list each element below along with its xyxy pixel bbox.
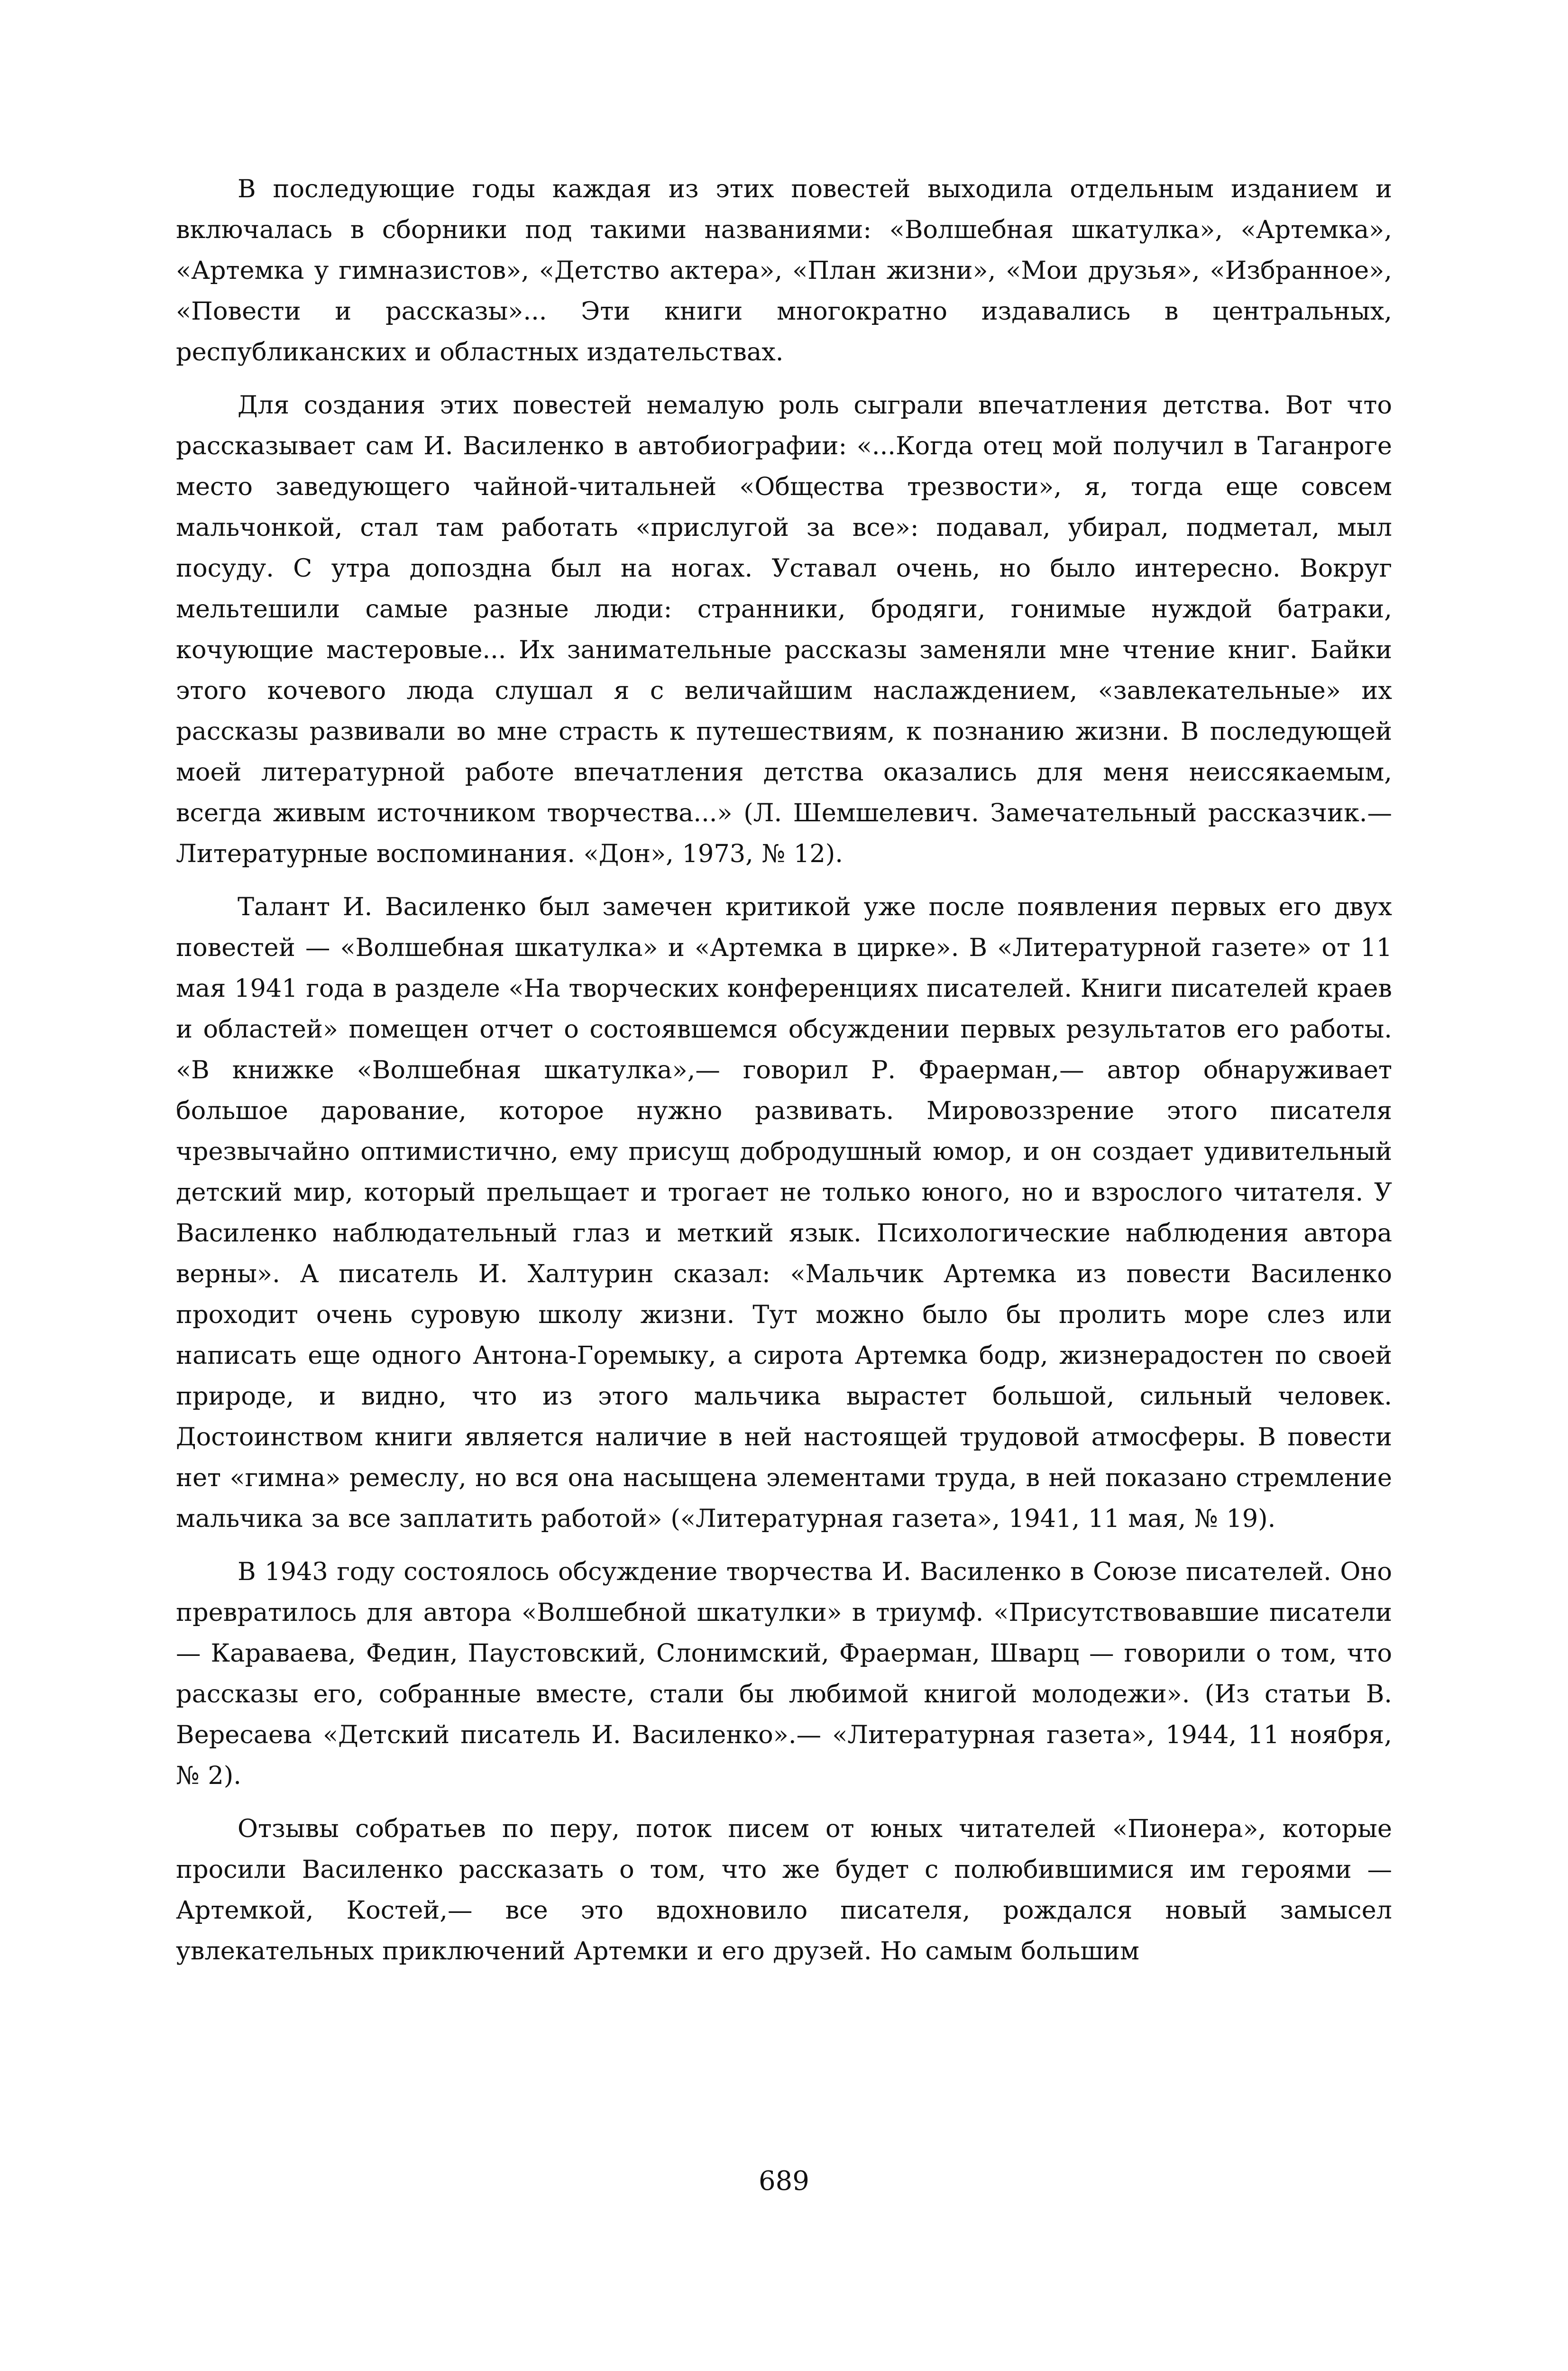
paragraph-1: В последующие годы каждая из этих повестей выходила отдельным изданием и включалась в сборники под такими названиями: «Волшебная шкатулка», «Артемка», «Артемка у гимназистов», «Детство актера», «План жизни», «Мои друзья», «Избранное», «Повести и рассказы»... Эти книги многократно издавались в центральных, республиканских и областных издательствах. <box>176 175 1392 367</box>
paragraph-3: Талант И. Василенко был замечен критикой уже после появления первых его двух повестей — «Волшебная шкатулка» и «Артемка в цирке». В «Литературной газете» от 11 мая 1941 года в разделе «На творческих конференциях писателей. Книги писателей краев и областей» помещен отчет о состоявшемся обсуждении первых результатов его работы. «В книжке «Волшебная шкатулка»,— говорил Р. Фраерман,— автор обнаруживает большое дарование, которое нужно развивать. Мировоззрение этого писателя чрезвычайно оптимистично, ему присущ добродушный юмор, и он создает удивительный детский мир, который прельщает и трогает не только юного, но и взрослого читателя. У Василенко наблюдательный глаз и меткий язык. Психологические наблюдения автора верны». А писатель И. Халтурин сказал: «Мальчик Артемка из повести Василенко проходит очень суровую школу жизни. Тут можно было бы пролить море слез или написать еще одного Антона-Горемыку, а сирота Артемка бодр, жизнерадостен по своей природе, и видно, что из этого мальчика вырастет большой, сильный человек. Достоинством книги является наличие в ней настоящей трудовой атмосферы. В повести нет «гимна» ремеслу, но вся она насыщена элементами труда, в ней показано стремление мальчика за все заплатить работой» («Литературная газета», 1941, 11 мая, № 19). <box>176 892 1392 1533</box>
paragraph-5: Отзывы собратьев по перу, поток писем от юных читателей «Пионера», которые просили Василенко рассказать о том, что же будет с полюбившимися им героями — Артемкой, Костей,— все это вдохновило писателя, рождался новый замысел увлекательных приключений Артемки и его друзей. Но самым большим <box>176 1814 1392 1966</box>
page-number: 689 <box>759 2166 809 2196</box>
paragraph-2: Для создания этих повестей немалую роль сыграли впечатления детства. Вот что рассказывает сам И. Василенко в автобиографии: «...Когда отец мой получил в Таганроге место заведующего чайной-читальней «Общества трезвости», я, тогда еще совсем мальчонкой, стал там работать «прислугой за все»: подавал, убирал, подметал, мыл посуду. С утра допоздна был на ногах. Уставал очень, но было интересно. Вокруг мельтешили самые разные люди: странники, бродяги, гонимые нуждой батраки, кочующие мастеровые... Их занимательные рассказы заменяли мне чтение книг. Байки этого кочевого люда слушал я с величайшим наслаждением, «завлекательные» их рассказы развивали во мне страсть к путешествиям, к познанию жизни. В последующей моей литературной работе впечатления детства оказались для меня неиссякаемым, всегда живым источником творчества...» (Л. Шемшелевич. Замечательный рассказчик.— Литературные воспоминания. «Дон», 1973, № 12). <box>176 391 1392 868</box>
page-body-text <box>176 169 1392 1972</box>
paragraph-4: В 1943 году состоялось обсуждение творчества И. Василенко в Союзе писателей. Оно превратилось для автора «Волшебной шкатулки» в триумф. «Присутствовавшие писатели — Караваева, Федин, Паустовский, Слонимский, Фраерман, Шварц — говорили о том, что рассказы его, собранные вместе, стали бы любимой книгой молодежи». (Из статьи В. Вересаева «Детский писатель И. Василенко».— «Литературная газета», 1944, 11 ноября, № 2). <box>176 1557 1392 1790</box>
